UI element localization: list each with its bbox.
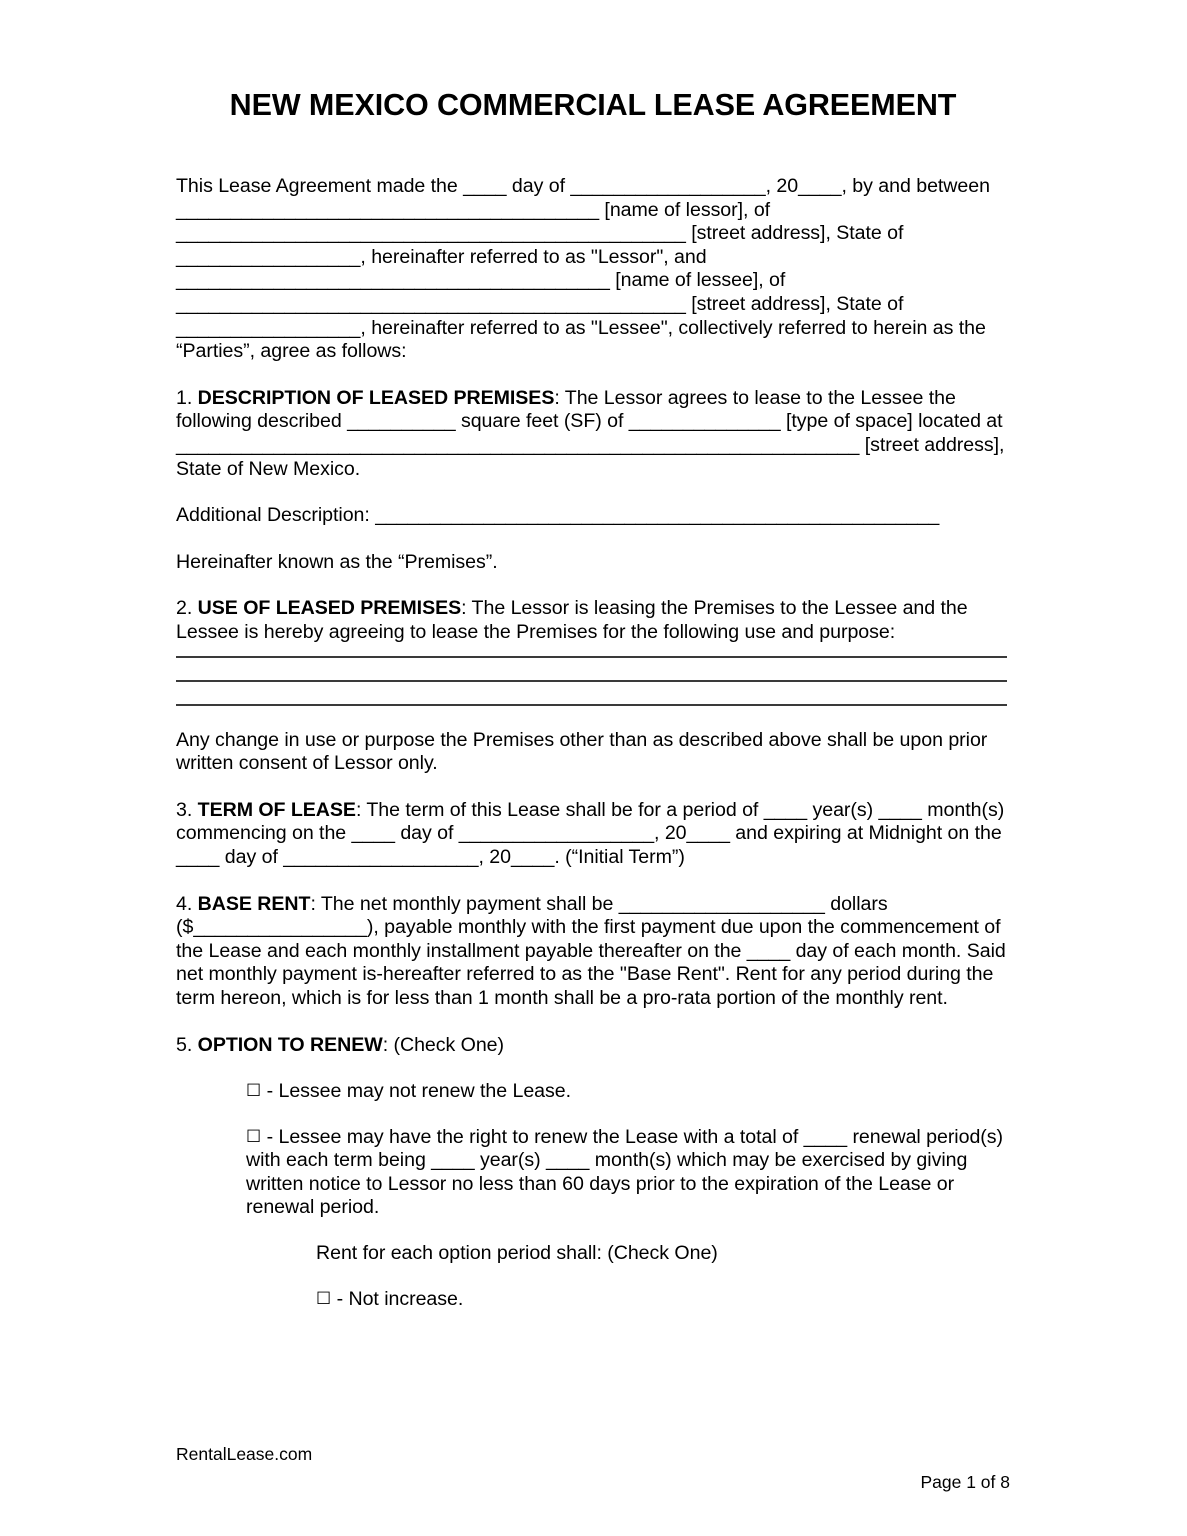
intro-paragraph: This Lease Agreement made the ____ day of __________________, 20____, by and between _______________________________________ [name of lessor], of _______________________________________________ [street address], State of _________________, hereinafter referred to as "Lessor", and ________________________________________ [name of lessee], of _______________________________________________ [street address], State of _________________, hereinafter referred to as "Lessee", collectively referred to herein as the “Parties”, agree as follows:: [176, 175, 990, 363]
renew-option-label: Lessee may have the right to renew the Lease with a total of ____ renewal period(s) with each term being ____ year(s) ____ month(s) which may be exercised by giving written notice to Lessor no less than 60 days prior to the expiration of the Lease or renewal period.: [246, 1125, 1003, 1219]
section-4-number: 4.: [176, 892, 193, 915]
blank-write-line[interactable]: [176, 680, 1007, 682]
spacer-before-premises-definition: [176, 528, 1010, 551]
section-2: [176, 597, 1010, 644]
spacer-before-option-rent-prompt: [176, 1220, 1010, 1242]
spacer-before-section-2: [176, 574, 1010, 597]
option-rent-choice-separator: -: [331, 1287, 349, 1310]
section-4: [176, 893, 1010, 1011]
spacer-before-additional-description: [176, 481, 1010, 504]
renew-option-may-renew[interactable]: [176, 1126, 1010, 1220]
section-3-body: : The term of this Lease shall be for a period of ____ year(s) ____ month(s) commencing on the ____ day of __________________, 20____ and expiring at Midnight on the ____ day of __________________, 20____. (“Initial Term”): [176, 798, 1005, 868]
spacer-before-option-rent-choice: [176, 1266, 1010, 1288]
document-content: [176, 0, 1010, 1311]
spacer-before-section-4: [176, 870, 1010, 893]
section-2-body: : The Lessor is leasing the Premises to the Lessee and the Lessee is hereby agreeing to lease the Premises for the following use and purpose:: [176, 597, 968, 643]
section-4-body: : The net monthly payment shall be ___________________ dollars ($________________), payable monthly with the first payment due upon the commencement of the Lease and each monthly installment payable thereafter on the ____ day of each month. Said net monthly payment is-hereafter referred to as the "Base Rent". Rent for any period during the term hereon, which is for less than 1 month shall be a pro-rata portion of the monthly rent.: [176, 892, 1006, 1009]
section-2-heading: USE OF LEASED PREMISES: [197, 597, 462, 620]
section-5-number: 5.: [176, 1033, 193, 1056]
renew-option-separator: -: [261, 1125, 279, 1148]
spacer-before-renew-option-1: [176, 1057, 1010, 1080]
section-1-heading: DESCRIPTION OF LEASED PREMISES: [197, 386, 555, 409]
section-1-number: 1.: [176, 386, 193, 409]
section-1-body: : The Lessor agrees to lease to the Lessee the following described __________ square feet (SF) of ______________ [type of space] located at _______________________________________________________________ [street address], State of New Mexico.: [176, 386, 1005, 480]
renew-option-separator: -: [261, 1080, 279, 1103]
blank-write-line[interactable]: [176, 656, 1007, 658]
additional-description-label: Additional Description:: [176, 504, 376, 527]
spacer-before-renew-option-2: [176, 1104, 1010, 1126]
option-rent-choice-not-increase[interactable]: [176, 1288, 1010, 1312]
section-3: [176, 799, 1010, 870]
section-3-heading: TERM OF LEASE: [197, 798, 356, 821]
checkbox-icon[interactable]: ☐: [246, 1081, 262, 1102]
spacer-before-use-change-clause: [176, 706, 1010, 729]
option-rent-prompt: Rent for each option period shall: (Check One): [316, 1242, 718, 1265]
section-3-number: 3.: [176, 798, 193, 821]
spacer-before-section-3: [176, 776, 1010, 799]
spacer-after-title: [176, 123, 1010, 175]
additional-description-blank[interactable]: ____________________________________________________: [375, 504, 940, 527]
renew-option-label: Lessee may not renew the Lease.: [278, 1080, 572, 1103]
section-2-number: 2.: [176, 597, 193, 620]
use-change-clause: Any change in use or purpose the Premises other than as described above shall be upon prior written consent of Lessor only.: [176, 728, 988, 775]
spacer-before-section-5: [176, 1011, 1010, 1034]
checkbox-icon[interactable]: ☐: [246, 1126, 262, 1147]
section-1: [176, 387, 1010, 481]
page-title: NEW MEXICO COMMERCIAL LEASE AGREEMENT: [229, 88, 957, 122]
section-5-heading: OPTION TO RENEW: [197, 1033, 383, 1056]
use-blank-lines: [176, 645, 1010, 706]
page-footer: [176, 1416, 1010, 1536]
footer-page-number: Page 1 of 8: [920, 1472, 1010, 1492]
checkbox-icon[interactable]: ☐: [316, 1288, 332, 1309]
premises-definition: Hereinafter known as the “Premises”.: [176, 550, 498, 573]
renew-option-no-renew[interactable]: [176, 1080, 1010, 1104]
spacer-before-section-1: [176, 364, 1010, 387]
section-5-body: : (Check One): [382, 1033, 505, 1056]
footer-brand[interactable]: RentalLease.com: [176, 1444, 313, 1464]
additional-description-row: [176, 504, 1010, 528]
section-5: [176, 1034, 1010, 1058]
section-4-heading: BASE RENT: [197, 892, 311, 915]
option-rent-choice-label: Not increase.: [348, 1287, 464, 1310]
